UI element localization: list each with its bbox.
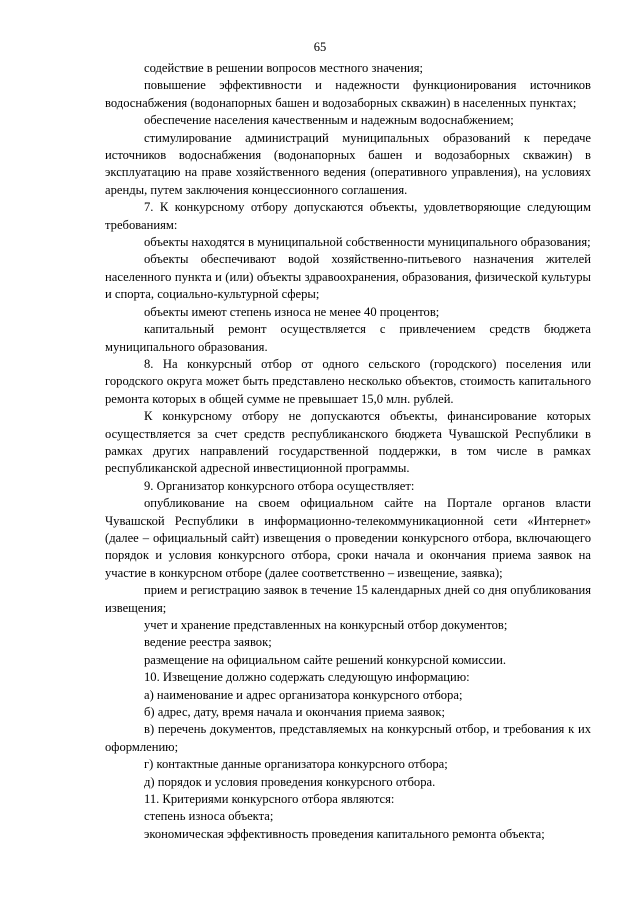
paragraph-2: повышение эффективности и надежности функционирования источников водоснабжения (водонапорных башен и водозаборных скважин) в населенных пунктах; bbox=[105, 78, 591, 110]
paragraph-15: учет и хранение представленных на конкурсный отбор документов; bbox=[144, 618, 508, 632]
paragraph-6: объекты находятся в муниципальной собственности муниципального образования; bbox=[144, 235, 591, 250]
paragraph-18: 10. Извещение должно содержать следующую информацию: bbox=[144, 670, 470, 685]
paragraph-10: 8. На конкурсный отбор от одного сельского (городского) поселения или городского округа может быть представлено несколько объектов, стоимость капитального ремонта которых в общей сумме не превышает 15,0 млн. рублей. bbox=[105, 356, 591, 406]
paragraph-25: степень износа объекта; bbox=[144, 809, 274, 824]
paragraph-9: капитальный ремонт осуществляется с привлечением средств бюджета муниципального образования. bbox=[105, 322, 591, 354]
paragraph-8: объекты имеют степень износа не менее 40 процентов; bbox=[144, 304, 440, 319]
paragraph-13: опубликование на своем официальном сайте на Портале органов власти Чувашской Республики в информационно-телекоммуникационной сети «Интернет» (далее – официальный сайт) извещения о проведении конкурсного отбора, включающего порядок и условия конкурсного отбора, сроки начала и окончания приема заявок на участие в конкурсном отборе (далее соответственно – извещение, заявка); bbox=[105, 496, 591, 580]
paragraph-14: прием и регистрацию заявок в течение 15 календарных дней со дня опубликования извещения; bbox=[105, 583, 591, 615]
paragraph-1: содействие в решении вопросов местного значения; bbox=[144, 61, 423, 75]
paragraph-24: 11. Критериями конкурсного отбора являются: bbox=[144, 792, 395, 807]
paragraph-12: 9. Организатор конкурсного отбора осуществляет: bbox=[144, 478, 415, 493]
paragraph-4: стимулирование администраций муниципальных образований к передаче источников водоснабжения (водонапорных башен и водозаборных скважин) в эксплуатацию на праве хозяйственного ведения (оперативного управления), на условиях аренды, путем заключения концессионного соглашения. bbox=[105, 130, 591, 197]
paragraph-17: размещение на официальном сайте решений конкурсной комиссии. bbox=[144, 652, 507, 667]
document-body bbox=[105, 60, 591, 843]
paragraph-20: б) адрес, дату, время начала и окончания приема заявок; bbox=[144, 705, 445, 720]
paragraph-5: 7. К конкурсному отбору допускаются объекты, удовлетворяющие следующим требованиям: bbox=[105, 200, 591, 232]
paragraph-23: д) порядок и условия проведения конкурсного отбора. bbox=[144, 774, 436, 789]
paragraph-11: К конкурсному отбору не допускаются объекты, финансирование которых осуществляется за счет средств республиканского бюджета Чувашской Республики в рамках других направлений государственной поддержки, в том числе в рамках республиканской адресной инвестиционной программы. bbox=[105, 409, 591, 476]
paragraph-7: объекты обеспечивают водой хозяйственно-питьевого назначения жителей населенного пункта и (или) объекты здравоохранения, образования, физической культуры и спорта, социально-культурной сферы; bbox=[105, 252, 591, 302]
paragraph-21: в) перечень документов, представляемых на конкурсный отбор, и требования к их оформлению; bbox=[105, 722, 591, 754]
paragraph-3: обеспечение населения качественным и надежным водоснабжением; bbox=[144, 113, 514, 128]
page-number: 65 bbox=[313, 40, 327, 54]
paragraph-26: экономическая эффективность проведения капитального ремонта объекта; bbox=[144, 826, 545, 841]
paragraph-22: г) контактные данные организатора конкурсного отбора; bbox=[144, 757, 448, 772]
paragraph-16: ведение реестра заявок; bbox=[144, 635, 272, 650]
paragraph-19: а) наименование и адрес организатора конкурсного отбора; bbox=[144, 687, 463, 702]
